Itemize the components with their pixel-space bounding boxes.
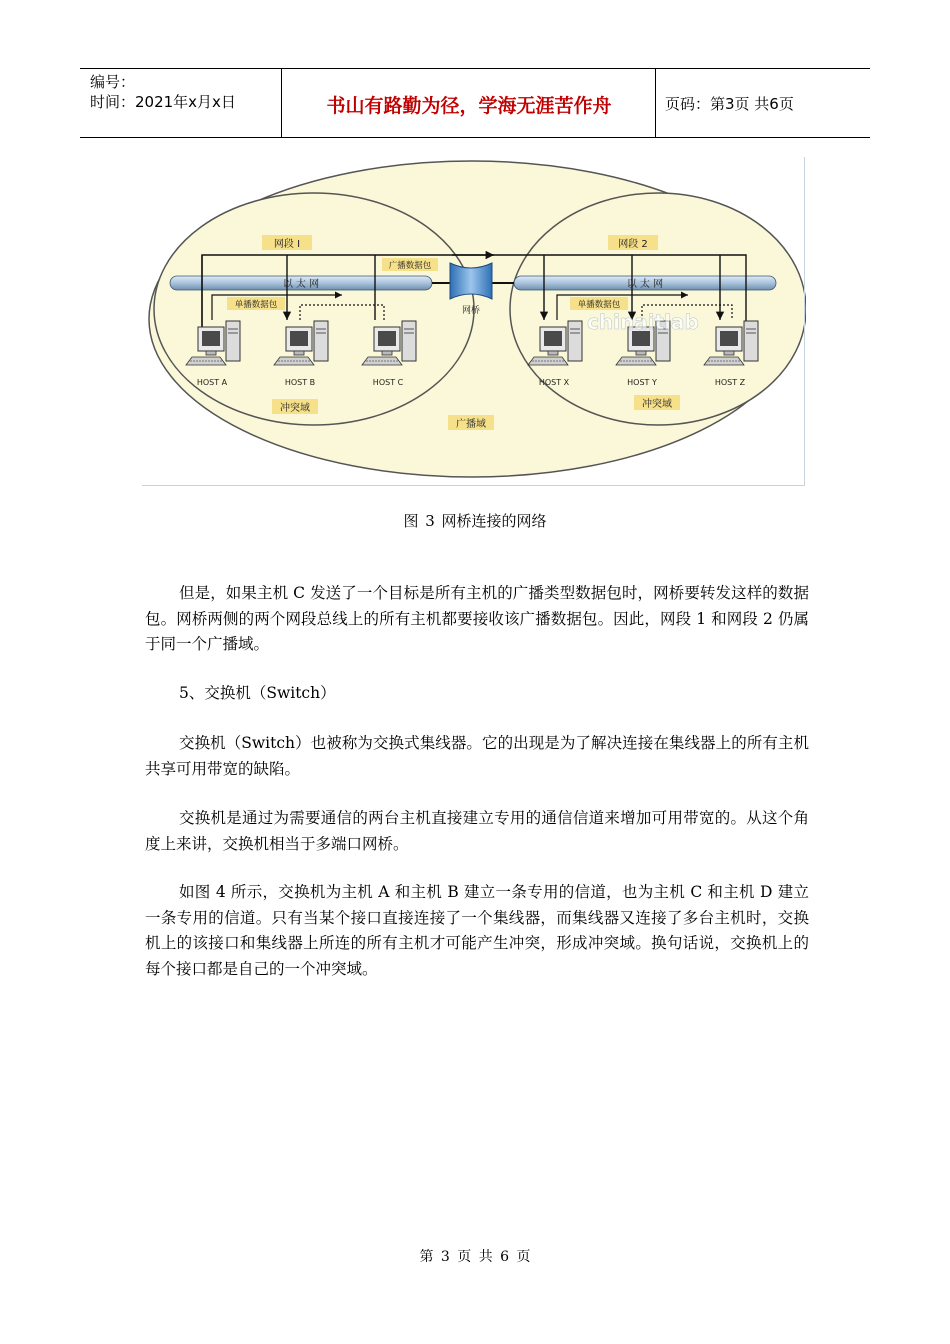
host-label: HOST A [196, 378, 228, 387]
host-label: HOST Z [714, 378, 746, 387]
broadcast-packet-label: 广播数据包 [388, 261, 432, 271]
host-label: HOST C [372, 378, 404, 387]
host-label: HOST Y [627, 378, 657, 387]
number-label: 编号： [90, 73, 136, 91]
collision-label-right: 冲突域 [642, 399, 672, 410]
ethernet-label-right: 以 太 网 [626, 279, 664, 290]
collision-label-left: 冲突域 [280, 403, 310, 414]
broadcast-domain-label: 广播域 [456, 419, 486, 430]
unicast-label-right: 单播数据包 [577, 300, 621, 310]
watermark-logo: chinaitlab [587, 310, 699, 334]
date-label: 时间：2021年x月x日 [90, 93, 236, 111]
host-label: HOST X [538, 378, 570, 387]
bridge-label: 网桥 [461, 306, 481, 316]
network-diagram [142, 157, 806, 487]
paragraph-switch-collision: 如图 4 所示，交换机为主机 A 和主机 B 建立一条专用的信道，也为主机 C 和主机 D 建立一条专用的信道。只有当某个接口直接连接了一个集线器，而集线器又连接了多台主机时，交换机上的该接口和集线器上所连的所有主机才可能产生冲突，形成冲突域。换句话说，交换机上的每个接口都是自己的一个冲突域。 [145, 883, 809, 978]
host-label: HOST B [284, 378, 316, 387]
header-page-info: 页码：第3页 共6页 [665, 95, 794, 113]
page-footer: 第 3 页 共 6 页 [419, 1249, 531, 1265]
unicast-label-left: 单播数据包 [234, 300, 278, 310]
header-meta [90, 72, 236, 112]
header-motto: 书山有路勤为径，学海无涯苦作舟 [326, 95, 612, 117]
page-header [80, 68, 870, 138]
paragraph-switch-intro: 交换机（Switch）也被称为交换式集线器。它的出现是为了解决连接在集线器上的所有主机共享可用带宽的缺陷。 [145, 734, 809, 778]
segment2-label: 网段 2 [618, 239, 648, 250]
figure-caption: 图 3 网桥连接的网络 [403, 512, 547, 530]
ethernet-label-left: 以 太 网 [282, 279, 320, 290]
section-heading-switch: 5、交换机（Switch） [179, 684, 336, 702]
segment1-label: 网段 I [273, 239, 301, 250]
figure-frame [142, 157, 805, 486]
paragraph-broadcast: 但是，如果主机 C 发送了一个目标是所有主机的广播类型数据包时，网桥要转发这样的数据包。网桥两侧的两个网段总线上的所有主机都要接收该广播数据包。因此，网段 1 和网段 2 仍属于同一个广播域。 [145, 584, 809, 653]
paragraph-switch-bandwidth: 交换机是通过为需要通信的两台主机直接建立专用的通信信道来增加可用带宽的。从这个角度上来讲，交换机相当于多端口网桥。 [145, 809, 809, 853]
